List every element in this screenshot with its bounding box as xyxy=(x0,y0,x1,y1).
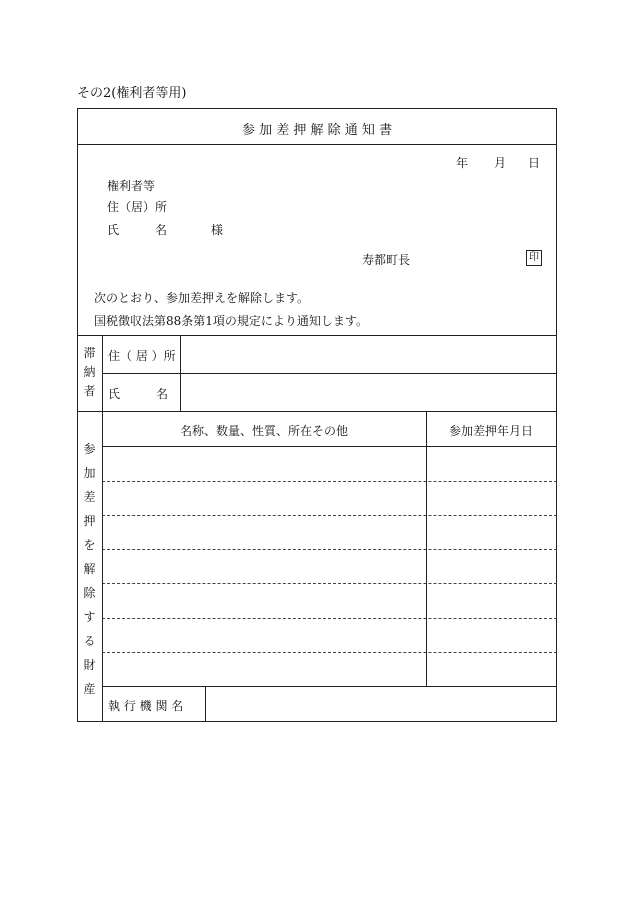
date-month: 月 xyxy=(494,156,507,170)
property-side-label: 参 加 差 押 を 解 除 す る 財 産 xyxy=(83,442,96,696)
property-row xyxy=(103,584,556,618)
addressee-name-label: 氏 名 xyxy=(107,223,168,237)
date-cell[interactable] xyxy=(427,516,556,549)
property-row xyxy=(103,516,556,549)
delinquent-address-label: 住（ 居 ）所 xyxy=(108,349,176,363)
body-line-2: 国税徴収法第88条第1項の規定により通知します。 xyxy=(94,314,368,328)
addressee-heading: 権利者等 xyxy=(107,179,156,193)
seal-mark: 印 xyxy=(526,250,542,266)
description-cell[interactable] xyxy=(103,619,425,652)
property-row xyxy=(103,619,556,652)
body-line-1: 次のとおり、参加差押えを解除します。 xyxy=(94,291,310,305)
property-row xyxy=(103,447,556,481)
date-cell[interactable] xyxy=(427,584,556,618)
description-cell[interactable] xyxy=(103,447,425,481)
form-title: 参 加 差 押 解 除 通 知 書 xyxy=(241,123,393,138)
description-cell[interactable] xyxy=(103,482,425,515)
date-cell[interactable] xyxy=(427,447,556,481)
delinquent-name-field[interactable] xyxy=(181,374,556,411)
property-row xyxy=(103,653,556,686)
date-year: 年 xyxy=(456,156,469,170)
property-divider xyxy=(77,411,557,412)
date-cell[interactable] xyxy=(427,619,556,652)
agency-field[interactable] xyxy=(206,687,556,720)
col-header-description: 名称、数量、性質、所在その他 xyxy=(179,424,348,438)
description-cell[interactable] xyxy=(103,584,425,618)
description-cell[interactable] xyxy=(103,516,425,549)
description-cell[interactable] xyxy=(103,653,425,686)
addressee-honorific: 様 xyxy=(211,223,224,237)
issuer-name: 寿都町長 xyxy=(362,253,411,267)
property-row xyxy=(103,482,556,515)
form-caption: その2(権利者等用) xyxy=(77,86,187,101)
addressee-address-label: 住（居）所 xyxy=(107,200,168,214)
date-day: 日 xyxy=(528,156,541,170)
date-cell[interactable] xyxy=(427,653,556,686)
title-divider xyxy=(77,144,557,145)
date-cell[interactable] xyxy=(427,482,556,515)
delinquent-address-field[interactable] xyxy=(181,336,556,373)
date-cell[interactable] xyxy=(427,550,556,583)
property-row xyxy=(103,550,556,583)
description-cell[interactable] xyxy=(103,550,425,583)
agency-label: 執 行 機 関 名 xyxy=(108,699,184,713)
col-header-date: 参加差押年月日 xyxy=(448,424,533,438)
delinquent-name-label: 氏 名 xyxy=(108,387,169,401)
delinquent-side-label: 滞 納 者 xyxy=(83,346,96,398)
